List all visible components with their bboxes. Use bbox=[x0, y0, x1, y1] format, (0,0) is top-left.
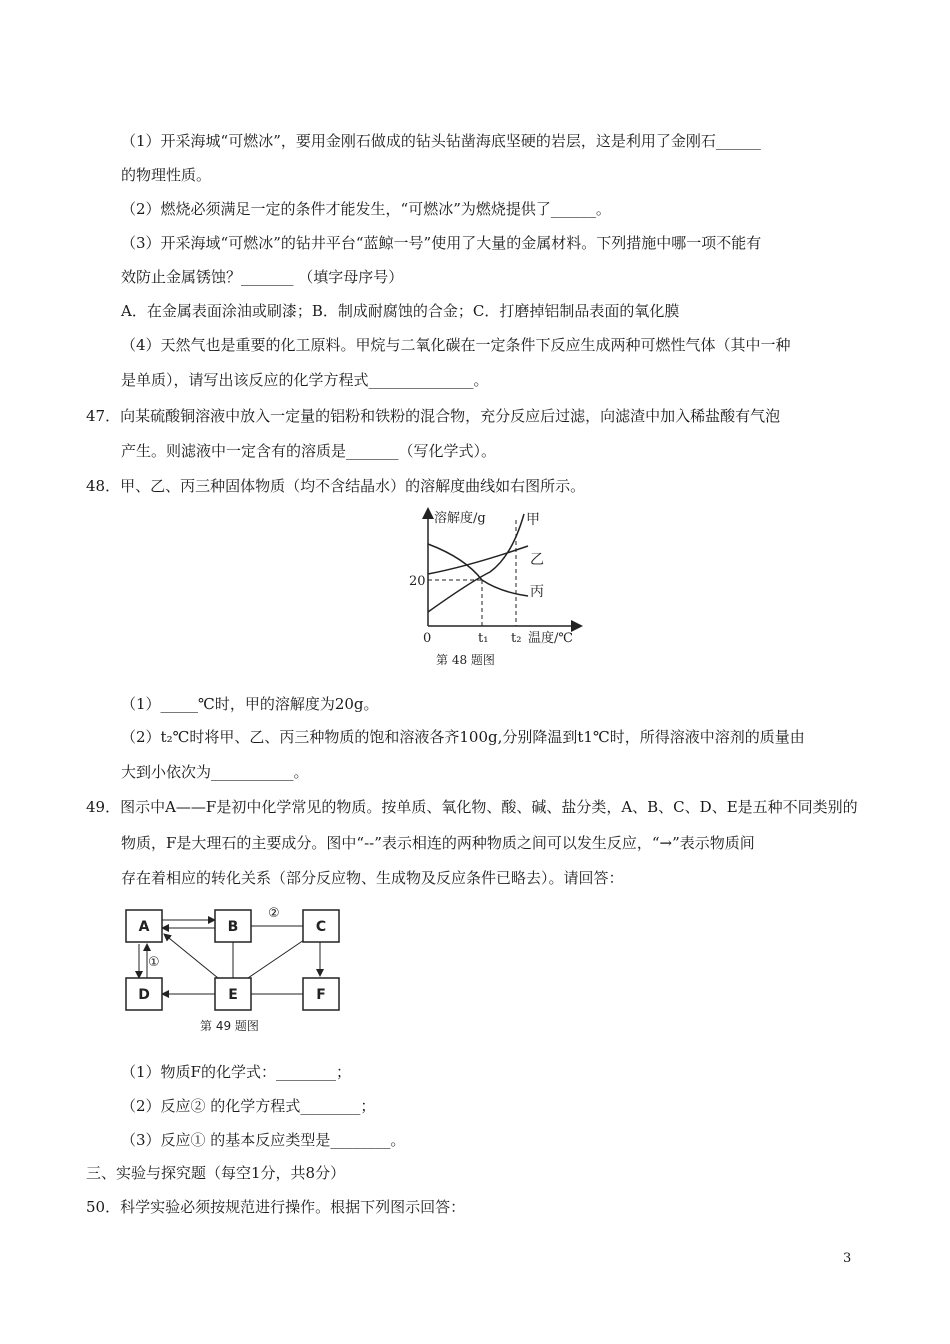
q49-part2: （2）反应② 的化学方程式________； bbox=[121, 1097, 376, 1115]
node-E: E bbox=[228, 987, 238, 1003]
q47-line2: 产生。则滤液中一定含有的溶质是_______（写化学式）。 bbox=[121, 442, 497, 460]
q49-line2: 物质，F是大理石的主要成分。图中“--”表示相连的两种物质之间可以发生反应，“→”表示物质间 bbox=[121, 834, 755, 852]
q48-part2-line2: 大到小依次为___________。 bbox=[121, 763, 309, 781]
series-label-bing: 丙 bbox=[530, 584, 544, 600]
q48-part1: （1）_____℃时，甲的溶解度为20g。 bbox=[121, 695, 379, 713]
q46-part4-line1: （4）天然气也是重要的化工原料。甲烷与二氧化碳在一定条件下反应生成两种可燃性气体（其中一种 bbox=[121, 336, 791, 354]
label-reaction-1: ① bbox=[148, 955, 160, 970]
label-reaction-2: ② bbox=[268, 906, 280, 921]
q46-part1-line1: （1）开采海城“可燃冰”，要用金刚石做成的钻头钻凿海底坚硬的岩层，这是利用了金刚石______ bbox=[121, 132, 761, 150]
figure-48-solubility-chart bbox=[400, 506, 590, 671]
y-axis-label: 溶解度/g bbox=[434, 511, 486, 526]
node-F: F bbox=[316, 987, 326, 1003]
figure-48-caption: 第 48 题图 bbox=[436, 653, 495, 667]
figure-49-caption: 第 49 题图 bbox=[200, 1019, 259, 1033]
edge-E-A bbox=[164, 934, 218, 978]
q49-line1: 49．图示中A——F是初中化学常见的物质。按单质、氧化物、酸、碱、盐分类，A、B、C、D、E是五种不同类别的 bbox=[86, 798, 858, 816]
node-A: A bbox=[138, 919, 150, 935]
series-label-yi: 乙 bbox=[530, 552, 544, 568]
q46-part3-line1: （3）开采海域“可燃冰”的钻井平台“蓝鲸一号”使用了大量的金属材料。下列措施中哪一项不能有 bbox=[121, 234, 762, 252]
x-tick-t1: t₁ bbox=[478, 631, 489, 646]
edge-E-C bbox=[248, 940, 304, 978]
q49-part3: （3）反应① 的基本反应类型是________。 bbox=[121, 1131, 406, 1149]
q47-line1: 47．向某硫酸铜溶液中放入一定量的铝粉和铁粉的混合物，充分反应后过滤，向滤渣中加入稀盐酸有气泡 bbox=[86, 407, 781, 425]
figure-49-relation-diagram bbox=[118, 900, 353, 1040]
q48-part2-line1: （2）t₂℃时将甲、乙、丙三种物质的饱和溶液各齐100g,分别降温到t1℃时，所得溶液中溶剂的质量由 bbox=[121, 728, 805, 746]
series-label-jia: 甲 bbox=[526, 512, 540, 528]
node-D: D bbox=[138, 987, 150, 1003]
origin-label: 0 bbox=[423, 631, 432, 646]
q49-line3: 存在着相应的转化关系（部分反应物、生成物及反应条件已略去）。请回答： bbox=[121, 869, 624, 887]
q50-stem: 50．科学实验必须按规范进行操作。根据下列图示回答： bbox=[86, 1198, 466, 1216]
q46-part4-line2: 是单质），请写出该反应的化学方程式______________。 bbox=[121, 371, 489, 389]
q46-part2: （2）燃烧必须满足一定的条件才能发生，“可燃冰”为燃烧提供了______。 bbox=[121, 200, 611, 218]
node-C: C bbox=[315, 919, 327, 935]
x-axis-label: 温度/℃ bbox=[528, 631, 573, 646]
x-tick-t2: t₂ bbox=[511, 631, 522, 646]
q46-part3-options: A．在金属表面涂油或刷漆；B．制成耐腐蚀的合金；C．打磨掉铝制品表面的氧化膜 bbox=[121, 302, 680, 320]
section-3-heading: 三、实验与探究题（每空1分，共8分） bbox=[86, 1164, 346, 1182]
y-tick-20: 20 bbox=[409, 574, 426, 589]
q46-part1-line2: 的物理性质。 bbox=[121, 166, 212, 184]
q46-part3-line2: 效防止金属锈蚀？_______ （填字母序号） bbox=[121, 268, 404, 286]
page-number: 3 bbox=[843, 1251, 852, 1266]
q48-stem: 48．甲、乙、丙三种固体物质（均不含结晶水）的溶解度曲线如右图所示。 bbox=[86, 477, 586, 495]
q49-part1: （1）物质F的化学式：________； bbox=[121, 1063, 351, 1081]
node-B: B bbox=[227, 919, 239, 935]
